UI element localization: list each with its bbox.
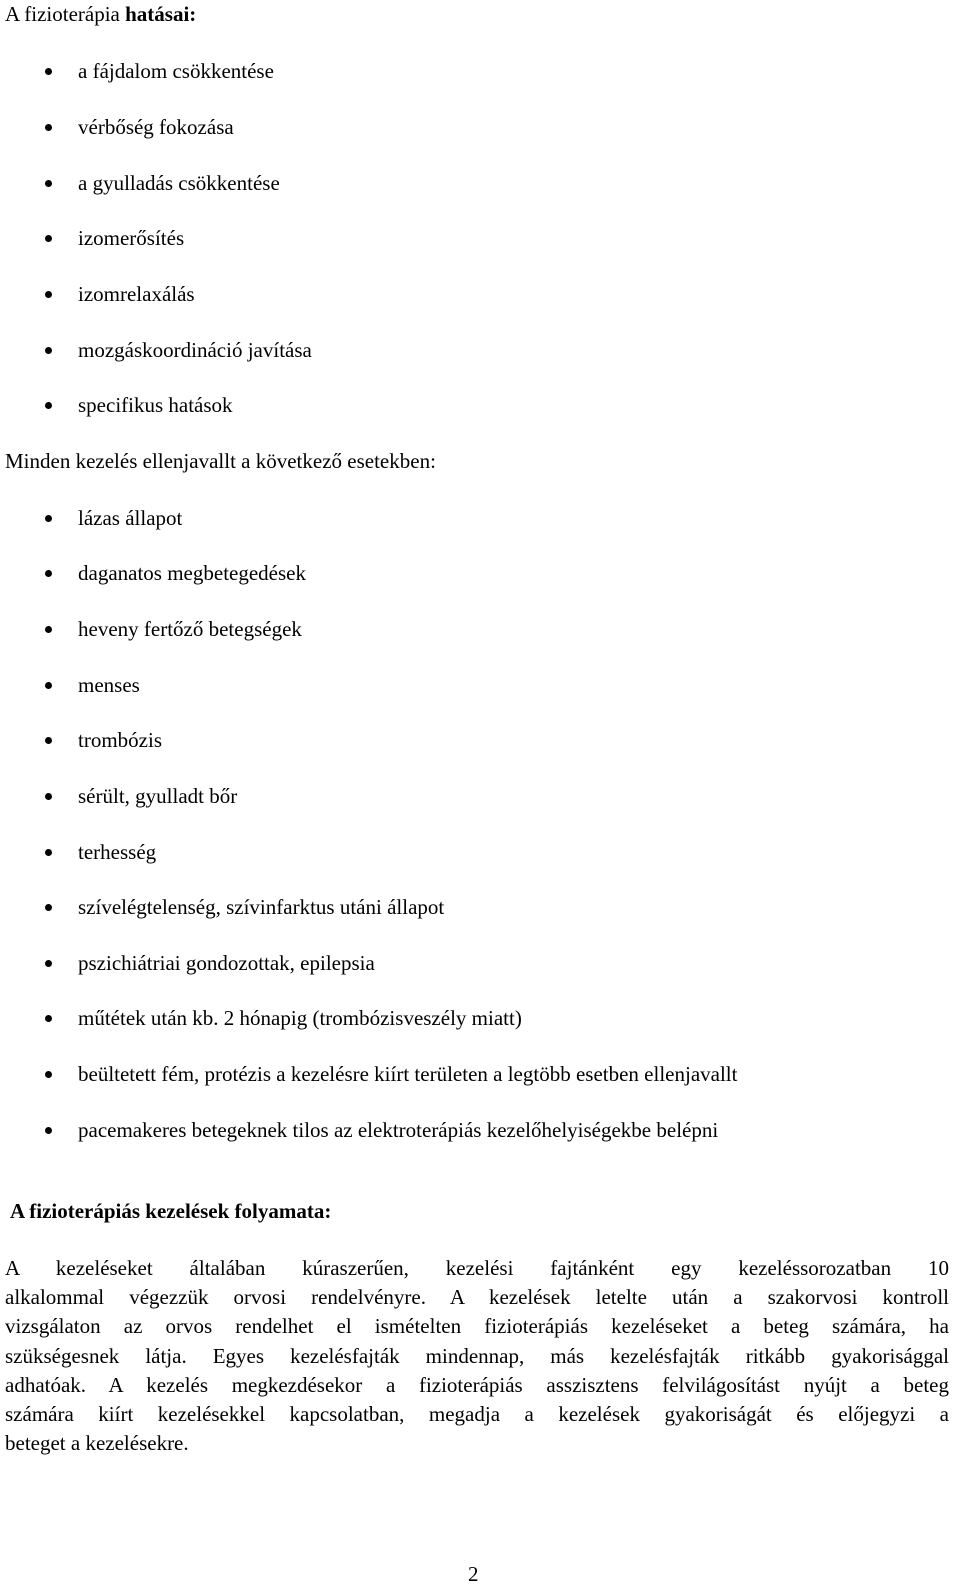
list-item-text: sérült, gyulladt bőr bbox=[78, 784, 238, 808]
list-item-text: specifikus hatások bbox=[78, 393, 233, 417]
section-heading-contraindications: Minden kezelés ellenjavallt a következő esetekben: bbox=[5, 449, 436, 473]
list-item-text: izomrelaxálás bbox=[78, 282, 195, 306]
paragraph-line: adhatóak. A kezelés megkezdésekor a fizioterápiás asszisztens felvilágosítást nyújt a beteg bbox=[5, 1372, 949, 1397]
bullet-icon bbox=[45, 570, 52, 577]
bullet-icon bbox=[45, 682, 52, 689]
paragraph-line: alkalommal végezzük orvosi rendelvényre. A kezelések letelte után a szakorvosi kontroll bbox=[5, 1285, 949, 1310]
bullet-icon bbox=[45, 180, 52, 187]
list-item-text: heveny fertőző betegségek bbox=[78, 617, 302, 641]
bullet-icon bbox=[45, 1127, 52, 1134]
bullet-icon bbox=[45, 347, 52, 354]
list-item-text: a fájdalom csökkentése bbox=[78, 59, 274, 83]
list-item-text: vérbőség fokozása bbox=[78, 115, 234, 139]
bullet-icon bbox=[45, 960, 52, 967]
list-item-text: terhesség bbox=[78, 840, 157, 864]
list-item-text: beültetett fém, protézis a kezelésre kiírt területen a legtöbb esetben ellenjavallt bbox=[78, 1062, 738, 1086]
bullet-icon bbox=[45, 515, 52, 522]
list-item-text: mozgáskoordináció javítása bbox=[78, 338, 312, 362]
bullet-icon bbox=[45, 1015, 52, 1022]
section-heading-effects bbox=[5, 2, 196, 26]
bullet-icon bbox=[45, 235, 52, 242]
bullet-icon bbox=[45, 68, 52, 75]
paragraph-line: szükségesnek látja. Egyes kezelésfajták mindennap, más kezelésfajták ritkább gyakorisággal bbox=[5, 1343, 949, 1368]
paragraph-line: számára kiírt kezelésekkel kapcsolatban, megadja a kezelések gyakoriságát és előjegyzi a bbox=[5, 1401, 949, 1426]
paragraph-line: vizsgálaton az orvos rendelhet el ismételten fizioterápiás kezeléseket a beteg számára, ha bbox=[5, 1314, 949, 1339]
bullet-icon bbox=[45, 291, 52, 298]
bullet-icon bbox=[45, 904, 52, 911]
list-item-text: pszichiátriai gondozottak, epilepsia bbox=[78, 951, 375, 975]
process-heading-text: A fizioterápiás kezelések folyamata: bbox=[10, 1199, 332, 1223]
bullet-icon bbox=[45, 793, 52, 800]
bullet-icon bbox=[45, 402, 52, 409]
bullet-icon bbox=[45, 737, 52, 744]
list-item-text: daganatos megbetegedések bbox=[78, 561, 306, 585]
list-item-text: lázas állapot bbox=[78, 506, 183, 530]
bullet-icon bbox=[45, 124, 52, 131]
list-item-text: műtétek után kb. 2 hónapig (trombózisveszély miatt) bbox=[78, 1006, 522, 1030]
heading-normal-part: A fizioterápia bbox=[5, 2, 126, 26]
list-item-text: szívelégtelenség, szívinfarktus utáni állapot bbox=[78, 895, 445, 919]
list-item-text: a gyulladás csökkentése bbox=[78, 171, 280, 195]
list-item-text: pacemakeres betegeknek tilos az elektroterápiás kezelőhelyiségekbe belépni bbox=[78, 1118, 719, 1142]
list-item-text: menses bbox=[78, 673, 140, 697]
process-paragraph bbox=[5, 1254, 949, 1458]
bullet-icon bbox=[45, 849, 52, 856]
section-heading-process bbox=[10, 1199, 331, 1223]
bullet-icon bbox=[45, 1071, 52, 1078]
paragraph-line: beteget a kezelésekre. bbox=[5, 1431, 189, 1456]
list-item-text: trombózis bbox=[78, 728, 162, 752]
list-item-text: izomerősítés bbox=[78, 226, 185, 250]
bullet-icon bbox=[45, 626, 52, 633]
paragraph-line: A kezeléseket általában kúraszerűen, kezelési fajtánként egy kezeléssorozatban 10 bbox=[5, 1256, 949, 1280]
page-number: 2 bbox=[468, 1562, 479, 1586]
heading-bold-part: hatásai: bbox=[125, 2, 197, 26]
